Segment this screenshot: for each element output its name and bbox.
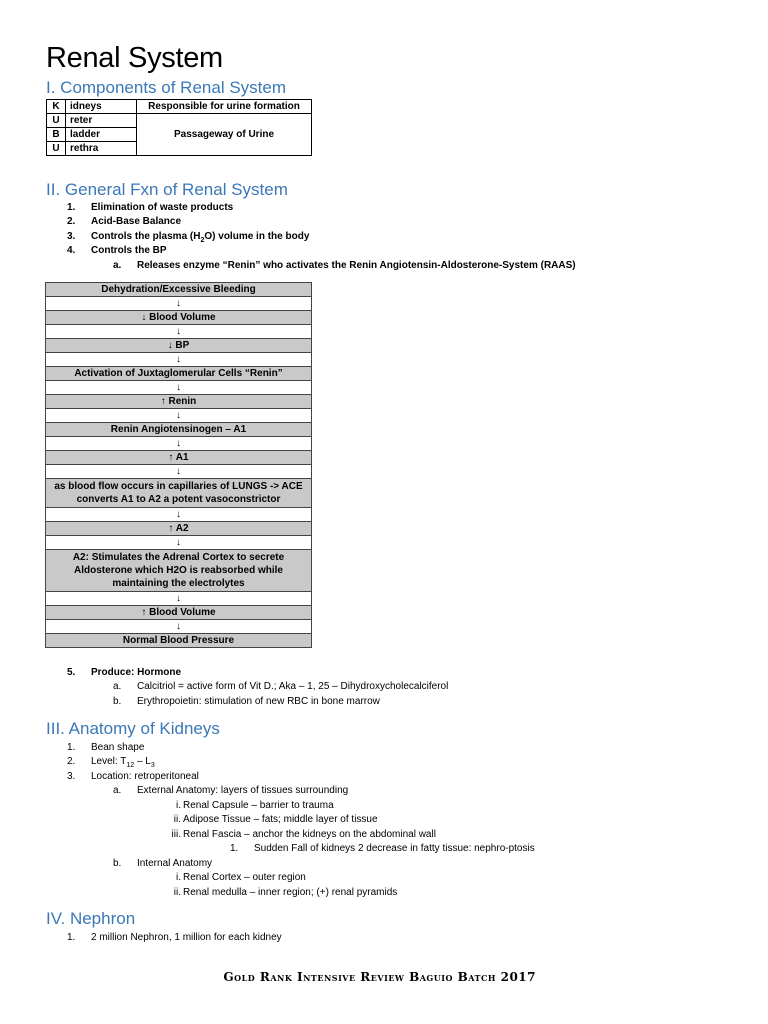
table-cell: Passageway of Urine xyxy=(137,114,312,156)
list-item: 1. Bean shape xyxy=(67,742,145,753)
flow-step: Activation of Juxtaglomerular Cells “Renin” xyxy=(46,367,311,381)
flow-step: ↑ A1 xyxy=(46,451,311,465)
list-item: 2. Acid-Base Balance xyxy=(67,216,182,227)
flow-step: ↑ A2 xyxy=(46,522,311,536)
list-item: b. Erythropoietin: stimulation of new RBC in bone marrow xyxy=(113,696,380,707)
list-item: b. Internal Anatomy xyxy=(113,858,213,869)
flow-step: Normal Blood Pressure xyxy=(46,634,311,648)
table-cell: U xyxy=(47,142,66,156)
table-cell: Responsible for urine formation xyxy=(137,100,312,114)
list-item: 3. Controls the plasma $(H_2O)$ volume in the body xyxy=(67,231,310,244)
flow-step: A2: Stimulates the Adrenal Cortex to secrete Aldosterone which H2O is reabsorbed while maintaining the electrolytes xyxy=(46,550,311,592)
table-cell: ladder xyxy=(66,128,137,142)
list-item: 5. Produce: Hormone xyxy=(67,667,182,678)
flow-step: as blood flow occurs in capillaries of LUNGS -> ACE converts A1 to A2 a potent vasoconstrictor xyxy=(46,479,311,508)
table-row xyxy=(47,100,312,114)
flow-step: ↑ Renin xyxy=(46,395,311,409)
section-heading-anatomy: III. Anatomy of Kidneys xyxy=(46,719,220,738)
flow-arrow: ↓ xyxy=(46,592,311,606)
flow-arrow: ↓ xyxy=(46,353,311,367)
flow-arrow: ↓ xyxy=(46,536,311,550)
table-cell: U xyxy=(47,114,66,128)
table-cell: rethra xyxy=(66,142,137,156)
list-item: 2. Level: $T_{12} - L_3$ xyxy=(67,756,155,769)
footer-text: Gold Rank Intensive Review Baguio Batch 2017 xyxy=(223,970,536,984)
components-table xyxy=(46,99,312,156)
flow-arrow: ↓ xyxy=(46,437,311,451)
flow-step: ↓ Blood Volume xyxy=(46,311,311,325)
section-heading-nephron: IV. Nephron xyxy=(46,909,136,928)
flow-arrow: ↓ xyxy=(46,297,311,311)
flow-arrow: ↓ xyxy=(46,465,311,479)
list-item: a. External Anatomy: layers of tissues surrounding xyxy=(113,785,349,796)
list-item: 1. Sudden Fall of kidneys 2 decrease in fatty tissue: nephro-ptosis xyxy=(230,843,535,854)
page-title: Renal System xyxy=(46,42,223,74)
list-item: i. Renal Cortex – outer region xyxy=(176,872,306,883)
table-cell: K xyxy=(47,100,66,114)
list-item: 3. Location: retroperitoneal xyxy=(67,771,199,782)
table-cell: idneys xyxy=(66,100,137,114)
list-item: 4. Controls the BP xyxy=(67,245,167,256)
list-item: a. Releases enzyme “Renin” who activates the Renin Angiotensin-Aldosterone-System (RAAS) xyxy=(113,260,576,271)
table-cell: reter xyxy=(66,114,137,128)
flow-arrow: ↓ xyxy=(46,620,311,634)
flow-arrow: ↓ xyxy=(46,508,311,522)
table-cell: B xyxy=(47,128,66,142)
list-item: iii. Renal Fascia – anchor the kidneys on the abdominal wall xyxy=(171,829,436,840)
flow-arrow: ↓ xyxy=(46,325,311,339)
flow-step: ↓ BP xyxy=(46,339,311,353)
flow-step: ↑ Blood Volume xyxy=(46,606,311,620)
list-item: 1. 2 million Nephron, 1 million for each kidney xyxy=(67,932,282,943)
list-item: ii. Renal medulla – inner region; (+) renal pyramids xyxy=(173,887,398,898)
flow-arrow: ↓ xyxy=(46,381,311,395)
flow-step: Renin Angiotensinogen – A1 xyxy=(46,423,311,437)
list-item: 1. Elimination of waste products xyxy=(67,202,234,213)
list-item: a. Calcitriol = active form of Vit D.; Aka – 1, 25 – Dihydroxycholecalciferol xyxy=(113,681,449,692)
table-row xyxy=(47,114,312,128)
raas-flowchart xyxy=(45,282,312,648)
flow-step: Dehydration/Excessive Bleeding xyxy=(46,283,311,297)
section-heading-components: I. Components of Renal System xyxy=(46,78,287,97)
list-item: ii. Adipose Tissue – fats; middle layer of tissue xyxy=(173,814,378,825)
section-heading-functions: II. General Fxn of Renal System xyxy=(46,180,288,199)
flow-arrow: ↓ xyxy=(46,409,311,423)
list-item: i. Renal Capsule – barrier to trauma xyxy=(176,800,334,811)
